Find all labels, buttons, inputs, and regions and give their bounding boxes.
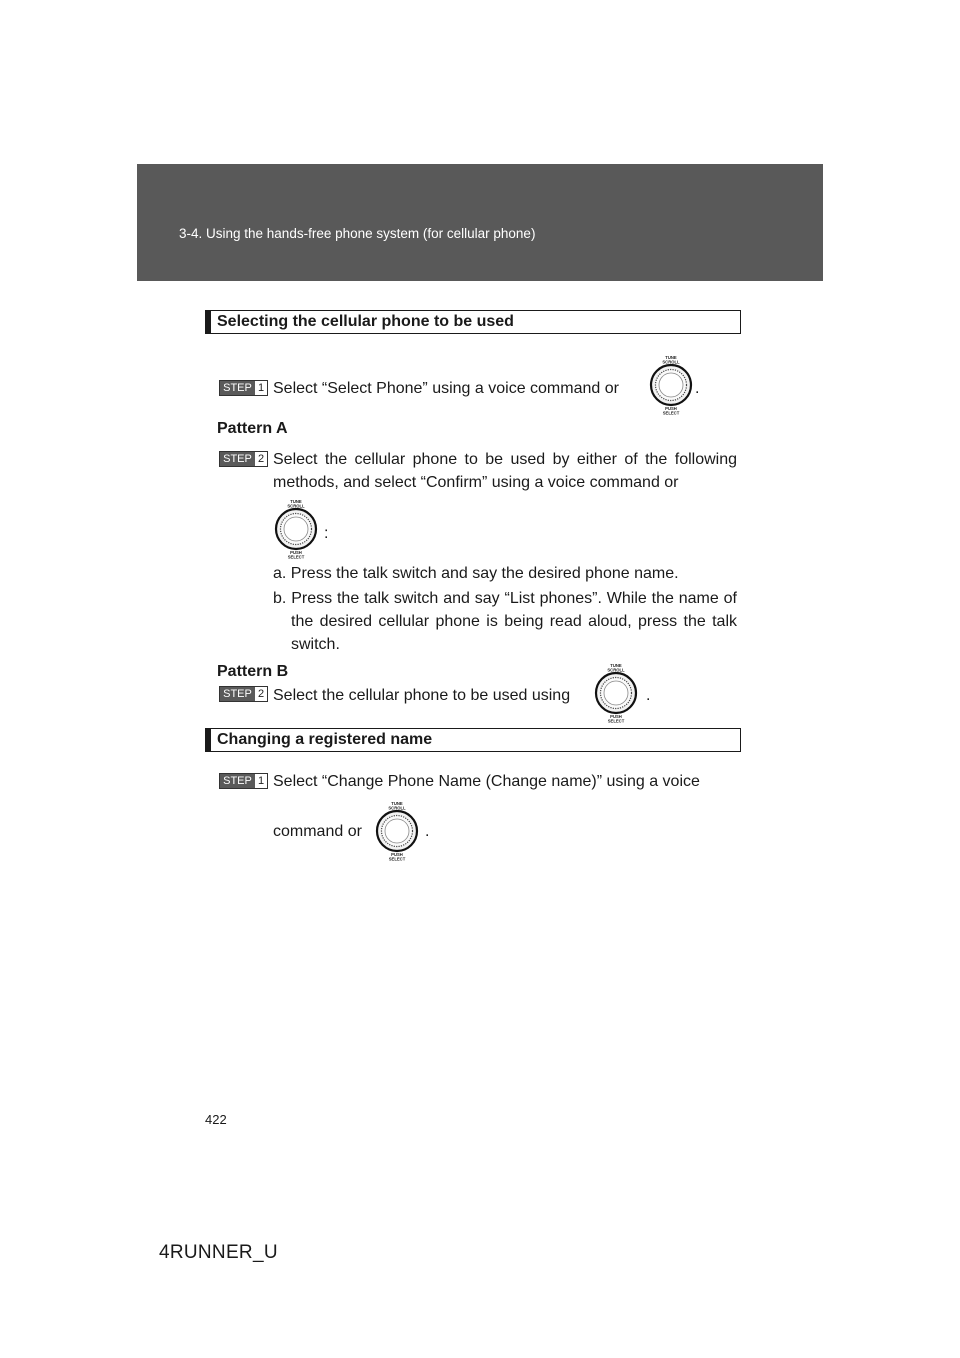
step-tail: : [324,525,329,542]
step-text: Select “Select Phone” using a voice command or [273,380,619,397]
svg-text:PUSH: PUSH [610,714,622,719]
tune-scroll-knob-icon [645,353,700,417]
option-b: b. Press the talk switch and say “List phones”. While the name of the desired cellular phone is being read aloud, press the talk switch. [273,590,737,653]
step-badge [219,451,268,467]
step-number: 1 [257,775,265,787]
page-number: 422 [205,1112,227,1127]
svg-text:SELECT: SELECT [607,718,625,724]
svg-text:SELECT: SELECT [287,554,305,560]
heading-bar [206,311,211,333]
step-number: 2 [257,453,265,465]
svg-text:PUSH: PUSH [665,406,677,411]
option-a: a. Press the talk switch and say the desired phone name. [273,565,679,582]
step-word: STEP [220,687,255,701]
svg-text:SELECT: SELECT [662,410,680,416]
step-word: STEP [220,452,255,466]
heading-text: Changing a registered name [217,731,433,748]
svg-text:TUNE: TUNE [665,355,677,360]
pattern-b-label: Pattern B [217,663,289,680]
step-text: Select the cellular phone to be used using [273,687,571,704]
step-word: STEP [220,774,255,788]
step-text-continued: command or [273,823,362,840]
svg-text:SCROLL: SCROLL [388,805,406,811]
tune-scroll-knob-icon [371,799,423,863]
step-tail: . [425,823,430,840]
svg-text:PUSH: PUSH [290,550,302,555]
section-heading-select-phone [205,310,741,334]
pattern-a-label: Pattern A [217,420,288,437]
footer-code: 4RUNNER_U [159,1242,278,1263]
step-word: STEP [220,381,255,395]
step-badge [219,686,268,702]
svg-text:TUNE: TUNE [610,663,622,668]
svg-text:SCROLL: SCROLL [607,667,625,673]
step-number: 1 [257,382,265,394]
step-text: Select the cellular phone to be used by either of the following methods, and select “Confirm” using a voice command or [273,451,737,491]
svg-text:TUNE: TUNE [391,801,403,806]
step-badge [219,773,268,789]
svg-text:SCROLL: SCROLL [287,503,305,509]
svg-text:SCROLL: SCROLL [662,359,680,365]
step-text: Select “Change Phone Name (Change name)” using a voice [273,773,700,790]
tune-scroll-knob-icon [590,661,642,725]
step-number: 2 [257,688,265,700]
step-badge [219,380,268,396]
svg-text:TUNE: TUNE [290,499,302,504]
section-heading-change-name [205,728,741,752]
svg-text:PUSH: PUSH [391,852,403,857]
svg-text:SELECT: SELECT [388,856,406,862]
step-tail: . [646,687,651,704]
tune-scroll-knob-icon [270,497,322,561]
section-title: 3-4. Using the hands-free phone system (for cellular phone) [179,226,536,241]
heading-bar [206,729,211,751]
heading-text: Selecting the cellular phone to be used [217,313,514,330]
header-band [137,164,823,281]
step-tail: . [695,380,700,397]
